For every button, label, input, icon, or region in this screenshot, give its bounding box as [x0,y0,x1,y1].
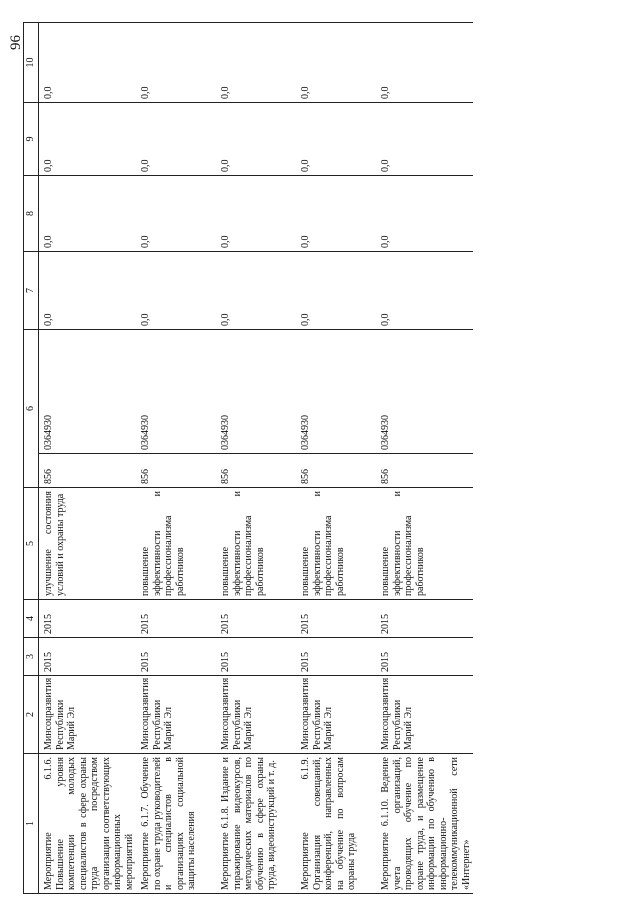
table-row [216,23,296,894]
executor: Минсоцразвития Республики Марий Эл [376,676,473,754]
executor: Минсоцразвития Республики Марий Эл [296,676,376,754]
value-7: 0,0 [136,252,216,330]
event-name: Мероприятие 6.1.8. Издание и тиражирование видеокурсов, методических материалов по обучению в сфере охраны труда, видеоинструкций и т. д. [216,754,296,894]
column-header-8: 8 [24,176,39,252]
value-9: 0,0 [296,103,376,176]
budget-code: 856 [39,454,137,488]
value-8: 0,0 [39,176,137,252]
value-8: 0,0 [296,176,376,252]
classification-code: 0364930 [296,330,376,454]
column-header-3: 3 [24,638,39,676]
classification-code: 0364930 [136,330,216,454]
table-row [39,23,137,894]
value-8: 0,0 [376,176,473,252]
value-10: 0,0 [136,23,216,103]
column-header-7: 7 [24,252,39,330]
end-year: 2015 [39,600,137,638]
column-header-5: 5 [24,488,39,600]
value-10: 0,0 [39,23,137,103]
end-year: 2015 [296,600,376,638]
value-9: 0,0 [376,103,473,176]
value-9: 0,0 [216,103,296,176]
executor: Минсоцразвития Республики Марий Эл [39,676,137,754]
event-name: Мероприятие 6.1.6. Повышение уровня компетенции молодых специалистов в сфере охраны труда посредством организации соответствующих информационных мероприятий [39,754,137,894]
value-9: 0,0 [136,103,216,176]
value-10: 0,0 [216,23,296,103]
column-header-9: 9 [24,103,39,176]
classification-code: 0364930 [376,330,473,454]
start-year: 2015 [296,638,376,676]
expected-result: улучшение состояния условий и охраны труда [39,488,137,600]
column-header-10: 10 [24,23,39,103]
start-year: 2015 [216,638,296,676]
table-row [296,23,376,894]
value-8: 0,0 [136,176,216,252]
column-header-6: 6 [24,330,39,488]
classification-code: 0364930 [39,330,137,454]
executor: Минсоцразвития Республики Марий Эл [136,676,216,754]
value-7: 0,0 [216,252,296,330]
program-events-table [23,22,473,894]
value-7: 0,0 [296,252,376,330]
expected-result: повышение эффективности и профессионализма работников [296,488,376,600]
end-year: 2015 [136,600,216,638]
budget-code: 856 [216,454,296,488]
value-9: 0,0 [39,103,137,176]
event-name: Мероприятие 6.1.10. Ведение учета организаций, проводящих обучение по охране труда, и размещение информации по обучению в информационно-телекоммуникационной сети «Интернет» [376,754,473,894]
page-number: 96 [8,35,24,50]
end-year: 2015 [376,600,473,638]
value-10: 0,0 [376,23,473,103]
expected-result: повышение эффективности и профессионализма работников [136,488,216,600]
start-year: 2015 [39,638,137,676]
start-year: 2015 [136,638,216,676]
event-name: Мероприятие 6.1.9. Организация совещаний, конференций, направленных на обучение по вопросам охраны труда [296,754,376,894]
value-10: 0,0 [296,23,376,103]
classification-code: 0364930 [216,330,296,454]
budget-code: 856 [136,454,216,488]
column-header-1: 1 [24,754,39,894]
start-year: 2015 [376,638,473,676]
value-7: 0,0 [39,252,137,330]
executor: Минсоцразвития Республики Марий Эл [216,676,296,754]
value-8: 0,0 [216,176,296,252]
value-7: 0,0 [376,252,473,330]
end-year: 2015 [216,600,296,638]
budget-code: 856 [296,454,376,488]
expected-result: повышение эффективности и профессионализма работников [216,488,296,600]
table-row [376,23,473,894]
table-row [136,23,216,894]
column-number-row [24,23,39,894]
column-header-4: 4 [24,600,39,638]
event-name: Мероприятие 6.1.7. Обучение по охране труда руководителей и специалистов в организациях социальной защиты населения [136,754,216,894]
expected-result: повышение эффективности и профессионализма работников [376,488,473,600]
column-header-2: 2 [24,676,39,754]
budget-code: 856 [376,454,473,488]
